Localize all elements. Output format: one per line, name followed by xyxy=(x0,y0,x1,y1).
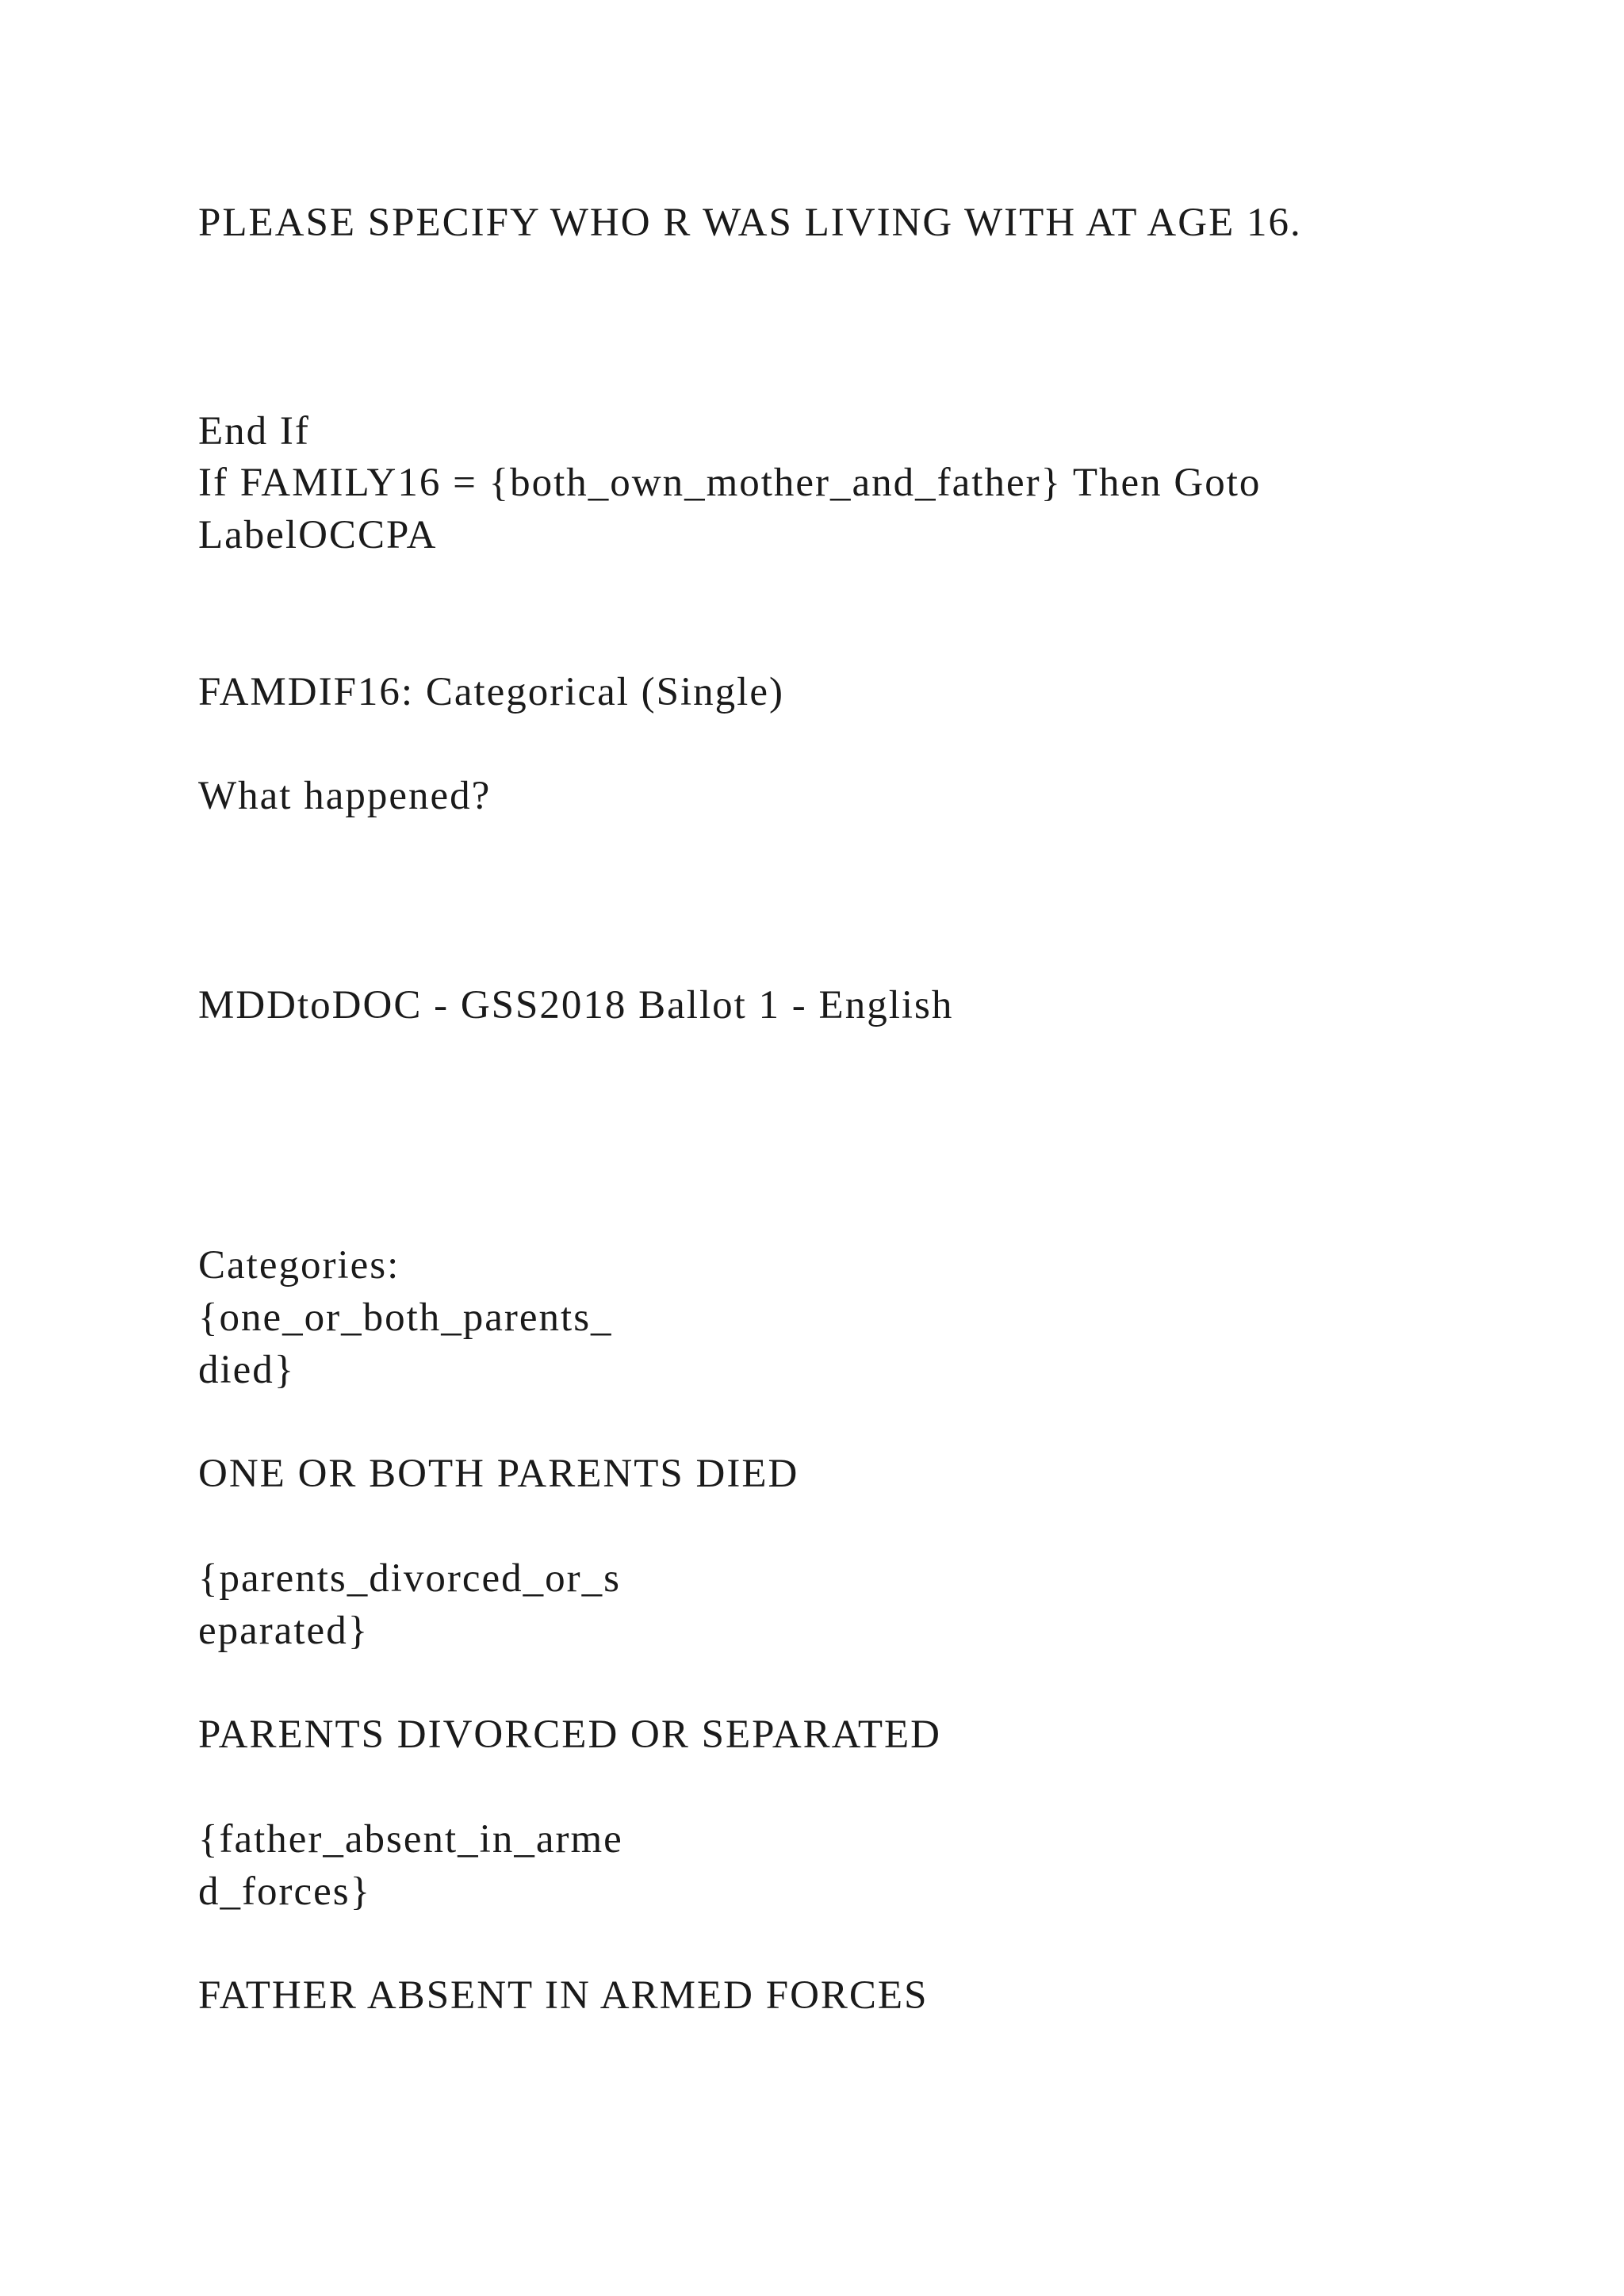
question-header: FAMDIF16: Categorical (Single) xyxy=(198,670,784,714)
category-label: FATHER ABSENT IN ARMED FORCES xyxy=(198,1973,929,2018)
routing-condition-line-2: LabelOCCPA xyxy=(198,513,438,557)
category-code-line-1: {father_absent_in_arme xyxy=(198,1817,623,1862)
category-label: PARENTS DIVORCED OR SEPARATED xyxy=(198,1712,941,1757)
category-code-line-2: d_forces} xyxy=(198,1869,372,1914)
end-if-statement: End If xyxy=(198,409,310,453)
category-code-line-1: {parents_divorced_or_s xyxy=(198,1556,622,1601)
category-code-line-1: {one_or_both_parents_ xyxy=(198,1295,613,1340)
category-code-line-2: eparated} xyxy=(198,1609,370,1653)
source-line: MDDtoDOC - GSS2018 Ballot 1 - English xyxy=(198,983,954,1027)
routing-condition-line-1: If FAMILY16 = {both_own_mother_and_father} Then Goto xyxy=(198,461,1262,505)
category-label: ONE OR BOTH PARENTS DIED xyxy=(198,1452,799,1496)
question-text: What happened? xyxy=(198,774,492,818)
categories-heading: Categories: xyxy=(198,1243,400,1288)
specify-instruction: PLEASE SPECIFY WHO R WAS LIVING WITH AT AGE 16. xyxy=(198,201,1302,245)
category-code-line-2: died} xyxy=(198,1348,296,1392)
